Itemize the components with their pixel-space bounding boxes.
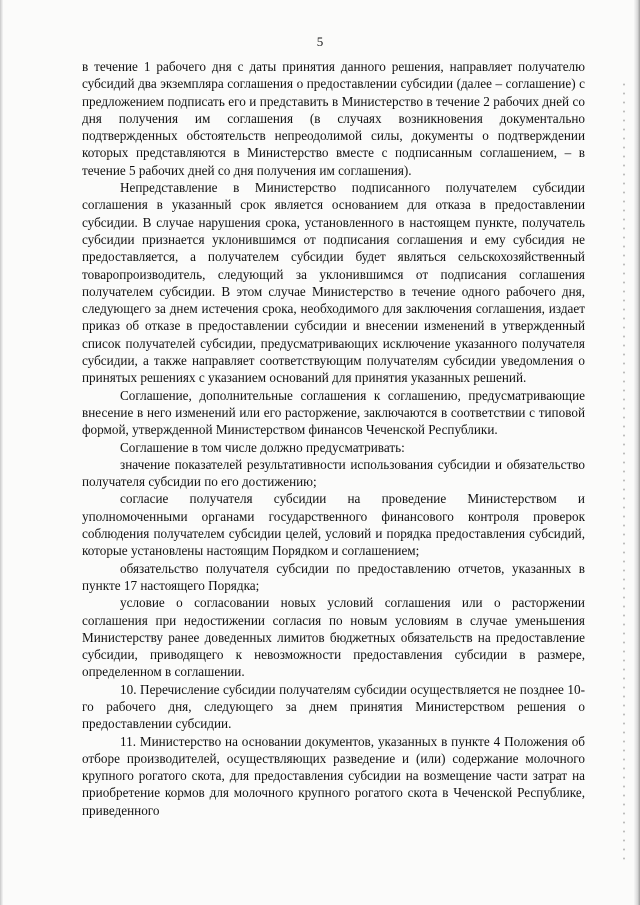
paragraph: обязательство получателя субсидии по предоставлению отчетов, указанных в пункте 17 настоящего Порядка;	[82, 560, 585, 593]
page-number: 5	[316, 34, 324, 49]
scan-dot-pattern	[622, 80, 626, 860]
paragraph: Непредставление в Министерство подписанного получателем субсидии соглашения в указанный срок является основанием для отказа в предоставлении субсидии. В случае нарушения срока, установленного в настоящем пункте, получатель субсидии признается уклонившимся от подписания соглашения и ему субсидия не предоставляется, а получателем субсидии будет являться сельскохозяйственный товаропроизводитель, следующий за уклонившимся от подписания соглашения получателем субсидии. В этом случае Министерство в течение одного рабочего дня, следующего за днем истечения срока, необходимого для заключения соглашения, издает приказ об отказе в предоставлении субсидии и внесении изменений в утвержденный список получателей субсидии, предусматривающих исключение указанного получателя субсидии, а также направляет соответствующим получателям субсидии уведомления о принятых решениях с указанием оснований для принятия указанных решений.	[82, 180, 585, 386]
paragraph: 10. Перечисление субсидии получателям субсидии осуществляется не позднее 10-го рабочего дня, следующего за днем принятия Министерством решения о предоставлении субсидии.	[82, 681, 585, 732]
scan-edge-left	[0, 0, 3, 905]
paragraph: условие о согласовании новых условий соглашения или о расторжении соглашения при недостижении согласия по новым условиям в случае уменьшения Министерству ранее доведенных лимитов бюджетных обязательств на предоставление субсидии, приводящего к невозможности предоставления субсидии в размере, определенном в соглашении.	[82, 595, 585, 680]
paragraph: Соглашение, дополнительные соглашения к соглашению, предусматривающие внесение в него изменений или его расторжение, заключаются в соответствии с типовой формой, утвержденной Министерством финансов Чеченской Республики.	[82, 387, 585, 438]
document-body	[82, 58, 585, 819]
scan-edge-right	[634, 0, 640, 905]
paragraph: значение показателей результативности использования субсидии и обязательство получателя субсидии по его достижению;	[82, 456, 585, 490]
paragraph: согласие получателя субсидии на проведение Министерством и уполномоченными органами государственного финансового контроля проверок соблюдения получателем субсидии целей, условий и порядка предоставления субсидий, которые установлены настоящим Порядком и соглашением;	[82, 491, 585, 559]
paragraph: 11. Министерство на основании документов, указанных в пункте 4 Положения об отборе производителей, осуществляющих разведение и (или) содержание молочного крупного рогатого скота, для предоставления субсидии на возмещение части затрат на приобретение кормов для молочного крупного рогатого скота в Чеченской Республике, приведенного	[82, 733, 585, 818]
paragraph: в течение 1 рабочего дня с даты принятия данного решения, направляет получателю субсидий два экземпляра соглашения о предоставлении субсидии (далее – соглашение) с предложением подписать его и представить в Министерство в течение 2 рабочих дней со дня получения им соглашения (в случаях возникновения документально подтвержденных обстоятельств непреодолимой силы, документы о подтверждении которых представляются в Министерство вместе с подписанным соглашением, – в течение 5 рабочих дней со дня получения им соглашения).	[82, 59, 585, 178]
paragraph: Соглашение в том числе должно предусматривать:	[120, 439, 405, 455]
